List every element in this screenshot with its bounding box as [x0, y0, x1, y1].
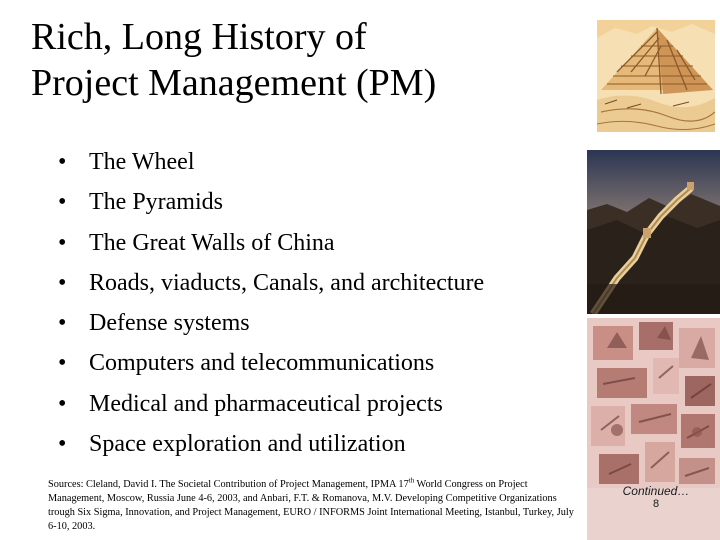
bullet-text: Roads, viaducts, Canals, and architecture	[89, 269, 485, 296]
sources-superscript: th	[408, 476, 415, 485]
sources-citation	[48, 478, 576, 534]
pyramid-image	[597, 20, 715, 132]
bullet-dot: •	[58, 189, 67, 216]
bullet-text: Space exploration and utilization	[89, 431, 406, 458]
bullet-text: Medical and pharmaceutical projects	[89, 390, 443, 417]
bullet-text: Computers and telecommunications	[89, 350, 435, 377]
bullet-list	[58, 142, 484, 464]
bullet-dot: •	[58, 149, 67, 175]
bullet-item	[58, 343, 484, 383]
page-number: 8	[652, 498, 660, 510]
bullet-dot: •	[58, 431, 67, 458]
bullet-item	[58, 263, 484, 303]
title-line-2: Project Management (PM)	[31, 62, 437, 104]
bullet-dot: •	[58, 350, 67, 377]
bullet-dot: •	[58, 229, 67, 256]
sources-text-end: World Congress on Project Management, Moscow, Russia June 4-6, 2003, and Anbari, F.T. & Romanova, M.V. Developing Competitive Organizations trough Six Sigma, Innovation, and Project Management, EURO / INFORMS Joint International Meeting, Istanbul, Turkey, July 6-10, 2003.	[48, 479, 574, 532]
sources-text-start: Sources: Cleland, David I. The Societal Contribution of Project Management, IPMA 17	[48, 479, 409, 490]
bullet-dot: •	[58, 390, 67, 417]
slide-title	[31, 14, 571, 106]
bullet-dot: •	[58, 310, 67, 337]
title-line-1: Rich, Long History of	[31, 16, 367, 58]
bullet-item	[58, 142, 484, 182]
bullet-text: The Wheel	[89, 149, 195, 175]
bullet-text: The Great Walls of China	[89, 229, 335, 256]
bullet-item	[58, 384, 484, 424]
bullet-dot: •	[58, 269, 67, 296]
bullet-item	[58, 424, 484, 464]
bullet-item	[58, 182, 484, 222]
bullet-text: The Pyramids	[89, 189, 223, 216]
bullet-text: Defense systems	[89, 310, 250, 337]
bullet-item	[58, 303, 484, 343]
continued-label: Continued…	[622, 484, 690, 498]
great-wall-image	[587, 150, 720, 314]
bullet-item	[58, 223, 484, 263]
